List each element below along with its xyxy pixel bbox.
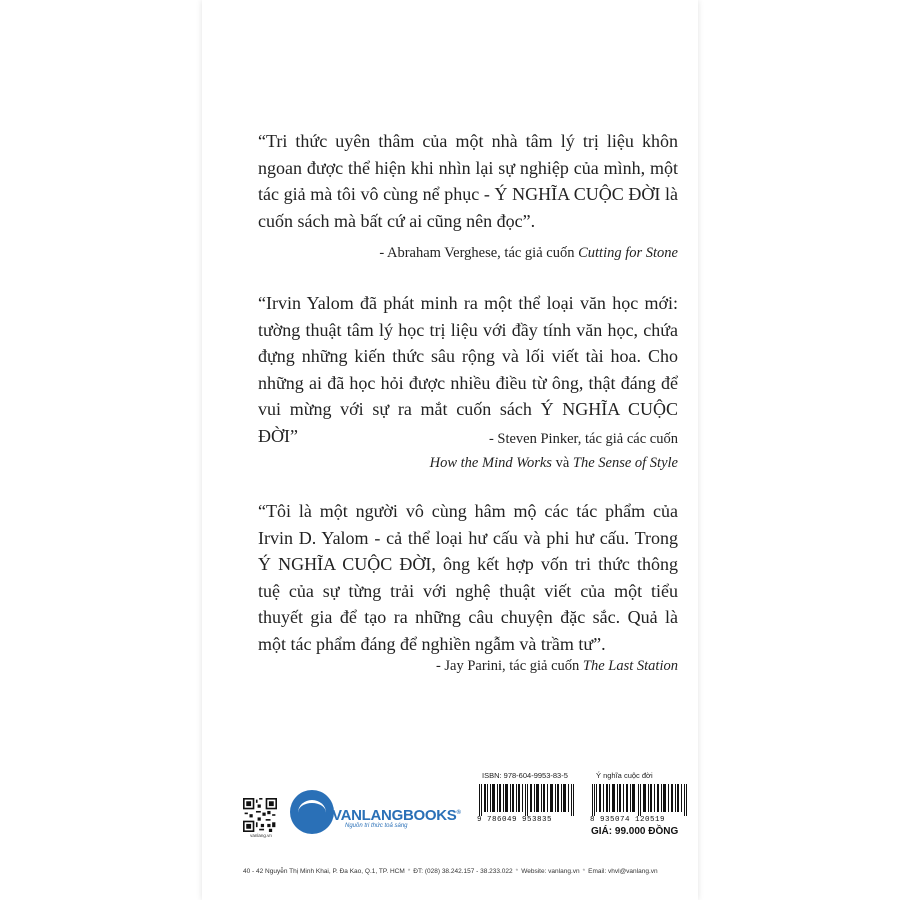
quote-3: “Tôi là một người vô cùng hâm mộ các tác phẩm của Irvin D. Yalom - cả thể loại hư cấu và phi hư cấu. Trong Ý NGHĨA CUỘC ĐỜI, ông kết hợp vốn tri thức thông tuệ của sự từng trải với nghệ thuật viết của một tiểu thuyết gia để tạo ra những câu chuyện đặc sắc. Quả là một tác phẩm đáng để nghiền ngẫm và trầm tư”. — [258, 501, 678, 654]
isbn-barcode-digits: 9 786049 953835 — [477, 816, 553, 824]
quote-3-attribution: - Jay Parini, tác giả cuốn The Last Station — [435, 658, 678, 674]
price-label: GIÁ: 99.000 ĐỒNG — [591, 826, 679, 837]
book-title-small: Ý nghĩa cuộc đời — [596, 771, 653, 780]
publisher-logo-text: VANLANGBOOKS® — [332, 807, 461, 824]
price-barcode-icon — [590, 784, 690, 816]
qr-code-icon — [243, 798, 277, 832]
quote-2: “Irvin Yalom đã phát minh ra một thể loại văn học mới: tường thuật tâm lý học trị liệu với đầy tính văn học, chứa đựng những kiến thức sâu rộng và lối viết tài hoa. Cho những ai đã học hỏi được nhiều điều từ ông, thật đáng để vui mừng với sự ra mắt cuốn sách Ý NGHĨA CUỘC ĐỜI” — [258, 293, 678, 446]
vanlangbooks-logo-icon — [290, 790, 334, 834]
price-barcode-digits: 8 935074 120519 — [590, 816, 666, 824]
isbn-label: ISBN: 978-604-9953-83-5 — [482, 771, 568, 780]
footer-address: 40 - 42 Nguyễn Thị Minh Khai, P. Đa Kao, Q.1, TP. HCM — [243, 868, 405, 875]
quote-2-attribution: - Steven Pinker, tác giả các cuốn How the Mind Works và The Sense of Style — [429, 431, 678, 471]
qr-caption: vanlang.vn — [250, 833, 272, 838]
publisher-footer: 40 - 42 Nguyễn Thị Minh Khai, P. Đa Kao, Q.1, TP. HCM * ĐT: (028) 38.242.157 - 38.233.022 * Website: vanlang.vn * Email: vhvl@vanlang.vn — [243, 868, 658, 875]
publisher-tagline: Nguồn tri thức toả sáng — [345, 823, 408, 829]
footer-email: Email: vhvl@vanlang.vn — [588, 868, 658, 875]
footer-phone: ĐT: (028) 38.242.157 - 38.233.022 — [413, 868, 513, 875]
quote-1: “Tri thức uyên thâm của một nhà tâm lý trị liệu khôn ngoan được thể hiện khi nhìn lại sự nghiệp của mình, một tác giả mà tôi vô cùng nể phục - Ý NGHĨA CUỘC ĐỜI là cuốn sách mà bất cứ ai cũng nên đọc”. — [258, 131, 678, 231]
quote-1-attribution: - Abraham Verghese, tác giả cuốn Cutting for Stone — [379, 245, 678, 261]
isbn-barcode-icon — [477, 784, 577, 816]
footer-website: Website: vanlang.vn — [521, 868, 580, 875]
